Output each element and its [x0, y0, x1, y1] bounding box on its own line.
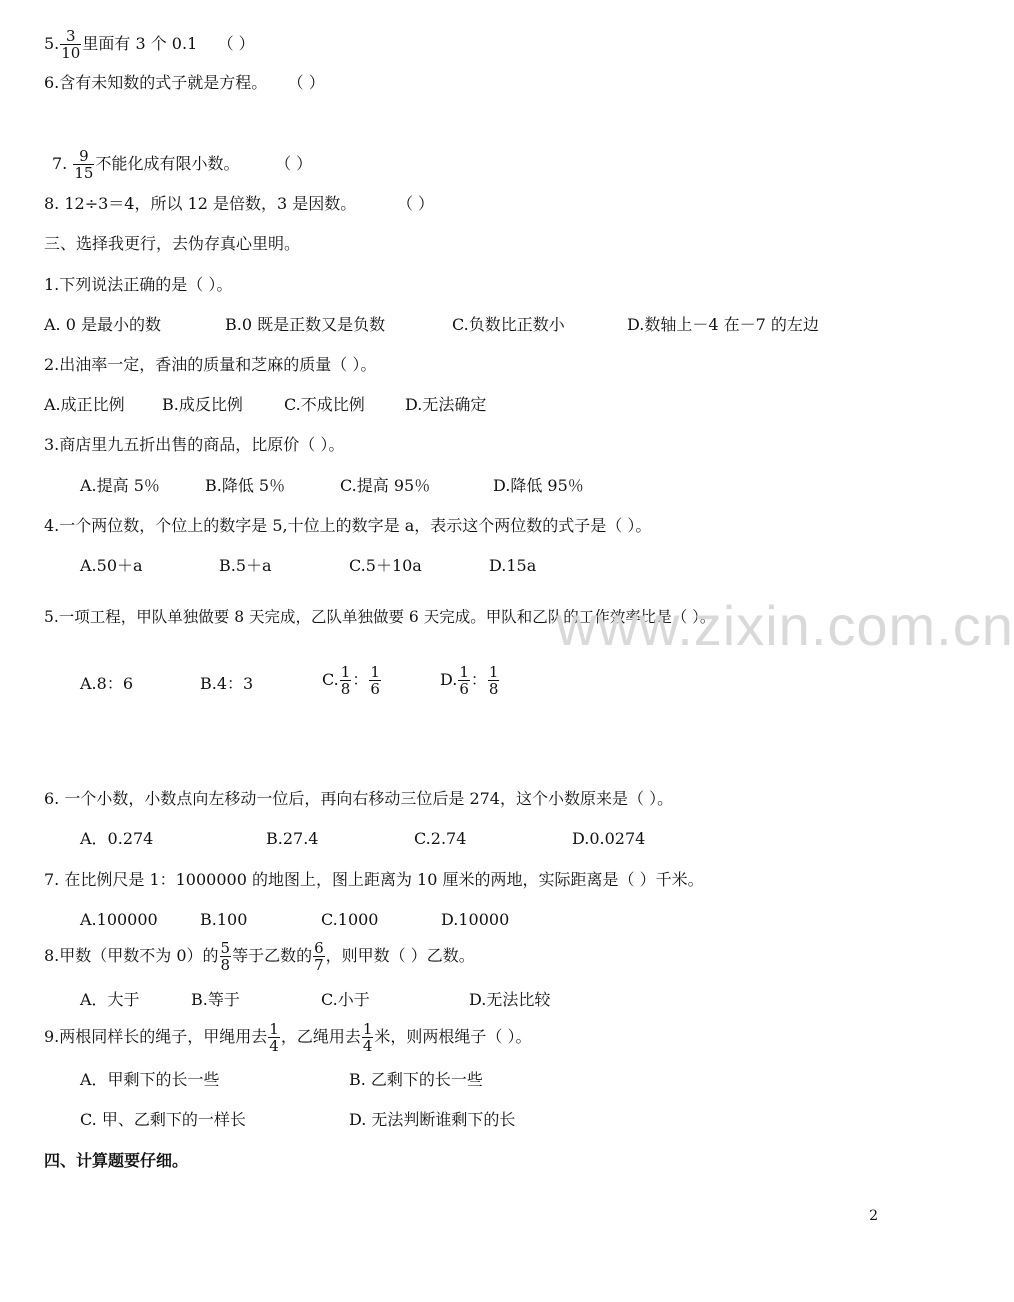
- choice-q5-option-d: D. $\frac{1}{6}$ ： $\frac{1}{8}$: [440, 663, 499, 698]
- choice-q8-option-d: D.无法比较: [469, 990, 551, 1009]
- choice-q7-option-b: B.100: [200, 910, 248, 929]
- choice-q9-option-b: B. 乙剩下的长一些: [349, 1070, 483, 1089]
- choice-q7-option-a: A.100000: [80, 910, 158, 929]
- choice-q5-option-a: A.8：6: [80, 674, 134, 693]
- choice-q8-option-b: B.等于: [191, 990, 240, 1009]
- fraction: $\frac{1}{8}$: [340, 663, 351, 698]
- choice-q2-option-c: C.不成比例: [284, 395, 365, 414]
- choice-q9-option-a: A．甲剩下的长一些: [80, 1070, 220, 1089]
- choice-q1-option-c: C.负数比正数小: [452, 315, 565, 334]
- judge-q6: 6.含有未知数的式子就是方程。 （ ）: [44, 73, 325, 92]
- section-3-title: 三、选择我更行，去伪存真心里明。: [44, 234, 301, 253]
- choice-q8-stem: 8.甲数（甲数不为 0）的 $\frac{5}{8}$ 等于乙数的 $\frac{6}{7}$ ，则甲数（ ）乙数。: [44, 939, 475, 974]
- choice-q4-option-d: D.15a: [489, 556, 537, 575]
- choice-q3-stem: 3.商店里九五折出售的商品，比原价（ ）。: [44, 435, 345, 454]
- choice-q2-option-d: D.无法确定: [405, 395, 487, 414]
- choice-q7-option-c: C.1000: [321, 910, 379, 929]
- choice-q4-option-c: C.5＋10a: [349, 556, 422, 575]
- choice-q3-option-b: B.降低 5％: [205, 476, 286, 495]
- choice-q1-option-b: B.0 既是正数又是负数: [225, 315, 386, 334]
- fraction: $\frac{6}{7}$: [314, 939, 324, 974]
- fraction: $\frac{1}{6}$: [370, 663, 380, 698]
- choice-q2-option-a: A.成正比例: [44, 395, 125, 414]
- section-4-title: 四、计算题要仔细。: [44, 1151, 189, 1170]
- choice-q6-option-c: C.2.74: [414, 829, 467, 848]
- judge-q7: 7. $\frac{9}{15}$ 不能化成有限小数。 （ ）: [52, 147, 313, 182]
- fraction: $\frac{1}{6}$: [459, 663, 469, 698]
- answer-paren: （ ）: [275, 154, 313, 173]
- choice-q3-option-a: A.提高 5％: [80, 476, 160, 495]
- choice-q1-option-d: D.数轴上－4 在－7 的左边: [627, 315, 819, 334]
- choice-q6-stem: 6. 一个小数，小数点向左移动一位后，再向右移动三位后是 274，这个小数原来是（ ）。: [44, 789, 674, 808]
- choice-q8-option-c: C.小于: [321, 990, 370, 1009]
- choice-q6-option-b: B.27.4: [266, 829, 319, 848]
- choice-q5-stem: 5.一项工程，甲队单独做要 8 天完成，乙队单独做要 6 天完成。甲队和乙队的工作效率比是（ ）。: [44, 608, 716, 626]
- choice-q9-option-c: C. 甲、乙剩下的一样长: [80, 1110, 246, 1129]
- answer-paren: （ ）: [396, 194, 435, 213]
- choice-q6-option-a: A．0.274: [80, 829, 154, 848]
- answer-paren: （ ）: [287, 73, 325, 92]
- choice-q1-option-a: A. 0 是最小的数: [44, 315, 161, 334]
- fraction: $\frac{5}{8}$: [220, 939, 231, 974]
- choice-q3-option-d: D.降低 95％: [493, 476, 584, 495]
- choice-q2-option-b: B.成反比例: [162, 395, 243, 414]
- choice-q1-stem: 1.下列说法正确的是（ ）。: [44, 275, 233, 294]
- watermark: www.zixin.com.cn: [556, 594, 1014, 657]
- choice-q4-option-b: B.5＋a: [219, 556, 272, 575]
- fraction: $\frac{1}{4}$: [362, 1020, 373, 1055]
- choice-q3-option-c: C.提高 95％: [340, 476, 431, 495]
- choice-q7-stem: 7. 在比例尺是 1：1000000 的地图上，图上距离为 10 厘米的两地，实际距离是（ ）千米。: [44, 870, 704, 889]
- page-number: 2: [869, 1208, 878, 1224]
- choice-q5-option-b: B.4：3: [200, 674, 254, 693]
- fraction: $\frac{9}{15}$: [74, 147, 94, 182]
- answer-paren: （ ）: [217, 34, 255, 53]
- choice-q9-stem: 9.两根同样长的绳子，甲绳用去 $\frac{1}{4}$ ，乙绳用去 $\frac{1}{4}$ 米，则两根绳子（ ）。: [44, 1020, 532, 1055]
- choice-q6-option-d: D.0.0274: [572, 829, 646, 848]
- choice-q4-option-a: A.50＋a: [80, 556, 143, 575]
- judge-q5: 5. $\frac{3}{10}$ 里面有 3 个 0.1 （ ）: [44, 27, 255, 62]
- fraction: $\frac{1}{4}$: [269, 1020, 279, 1055]
- choice-q9-option-d: D. 无法判断谁剩下的长: [349, 1110, 516, 1129]
- choice-q7-option-d: D.10000: [441, 910, 510, 929]
- choice-q2-stem: 2.出油率一定，香油的质量和芝麻的质量（ ）。: [44, 355, 377, 374]
- choice-q5-option-c: C. $\frac{1}{8}$ ： $\frac{1}{6}$: [322, 663, 380, 698]
- choice-q8-option-a: A．大于: [80, 990, 140, 1009]
- fraction: $\frac{1}{8}$: [488, 663, 499, 698]
- judge-q8: 8. 12÷3＝4，所以 12 是倍数，3 是因数。 （ ）: [44, 194, 435, 213]
- fraction: $\frac{3}{10}$: [61, 27, 81, 62]
- choice-q4-stem: 4.一个两位数，个位上的数字是 5,十位上的数字是 a，表示这个两位数的式子是（ ）。: [44, 516, 652, 535]
